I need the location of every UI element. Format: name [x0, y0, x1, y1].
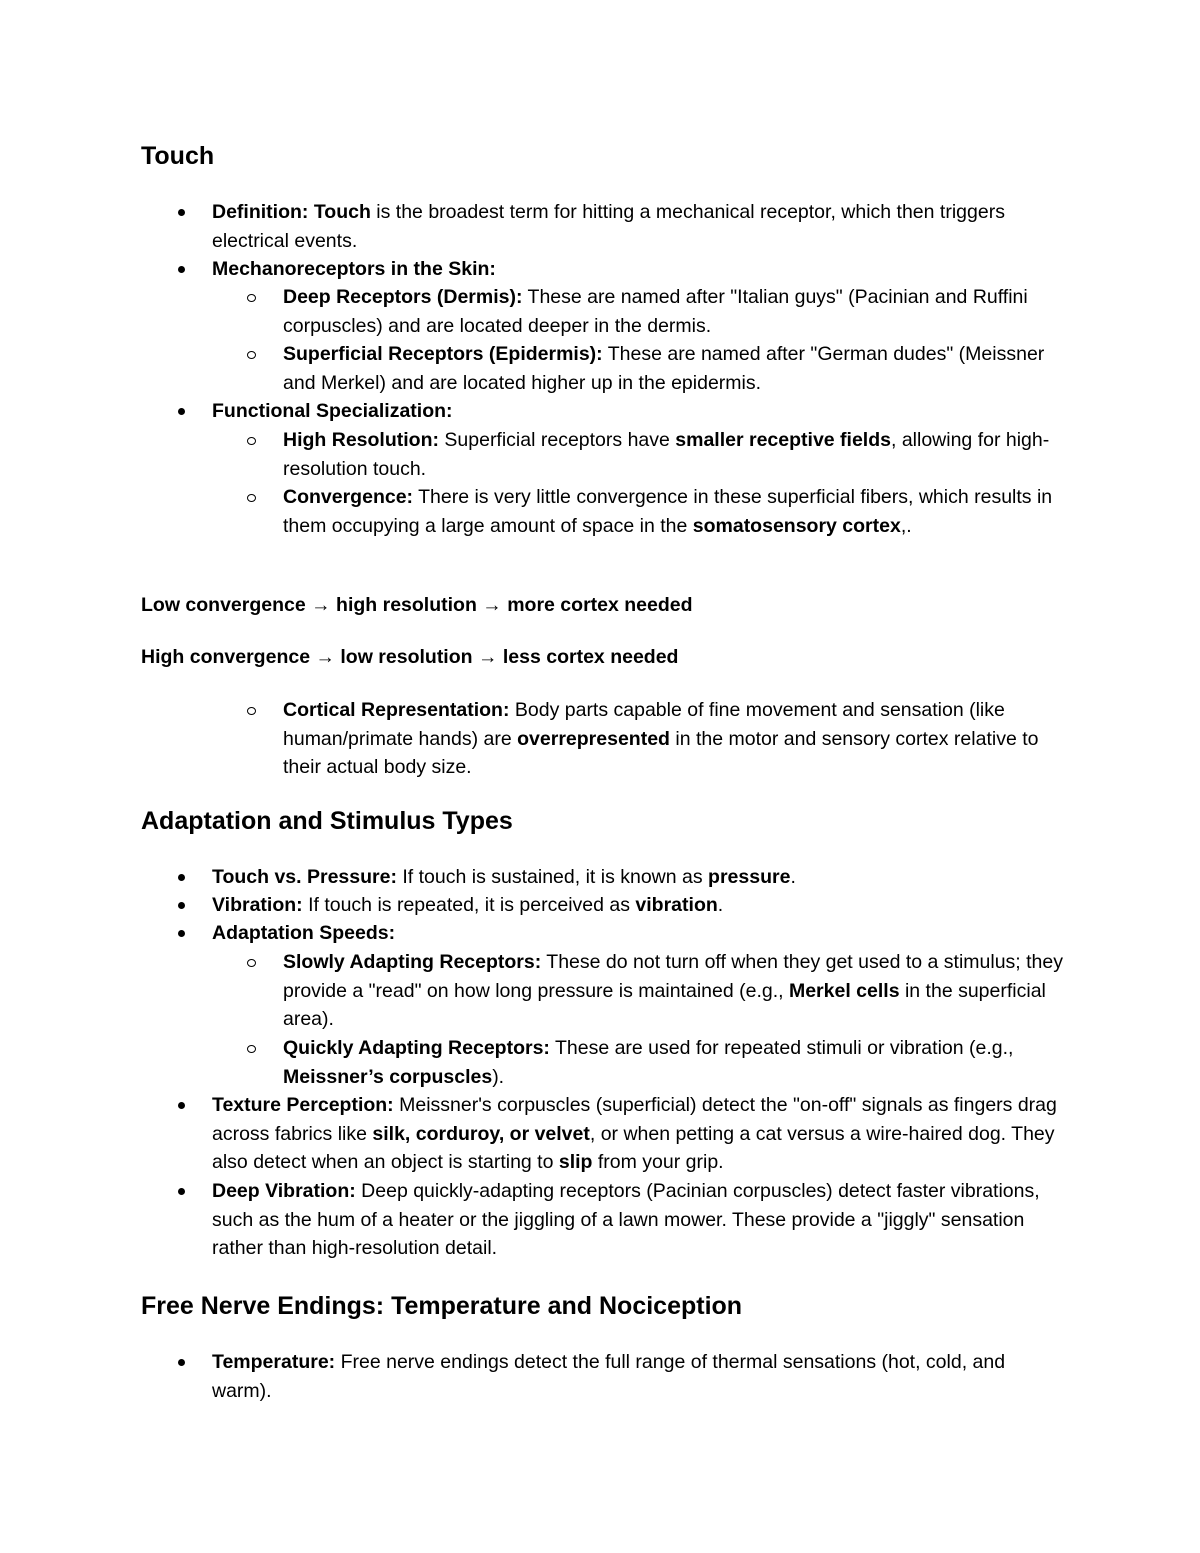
list-item-quickly-adapting: Quickly Adapting Receptors: These are used for repeated stimuli or vibration (e.g., Meissner’s corpuscles). — [283, 1034, 1063, 1091]
bullet-icon — [178, 1359, 185, 1366]
bullet-icon — [178, 930, 185, 937]
touch-heading: Touch — [141, 142, 215, 170]
list-item-deep-receptors: Deep Receptors (Dermis): These are named after "Italian guys" (Pacinian and Ruffini corpuscles) and are located deeper in the dermis. — [283, 283, 1063, 340]
bullet-icon — [178, 902, 185, 909]
bullet-icon — [178, 266, 185, 273]
hollow-bullet-icon — [247, 707, 256, 715]
bullet-icon — [178, 209, 185, 216]
list-item-temperature: Temperature: Free nerve endings detect the full range of thermal sensations (hot, cold, and warm). — [212, 1348, 1062, 1405]
list-item-touch-pressure: Touch vs. Pressure: If touch is sustained, it is known as pressure. — [212, 863, 1062, 892]
list-item-deep-vibration: Deep Vibration: Deep quickly-adapting receptors (Pacinian corpuscles) detect faster vibrations, such as the hum of a heater or the jiggling of a lawn mower. These provide a "jiggly" sensation rather than high-resolution detail. — [212, 1177, 1062, 1263]
list-item-adaptation-speeds: Adaptation Speeds: — [212, 919, 1062, 948]
list-item-superficial-receptors: Superficial Receptors (Epidermis): These are named after "German dudes" (Meissner and Merkel) and are located higher up in the epidermis. — [283, 340, 1063, 397]
low-convergence-line: Low convergence → high resolution → more cortex needed — [141, 594, 693, 616]
list-item-functional: Functional Specialization: — [212, 397, 1062, 426]
free-nerve-heading: Free Nerve Endings: Temperature and Nociception — [141, 1292, 743, 1320]
list-item-definition: Definition: Touch is the broadest term for hitting a mechanical receptor, which then triggers electrical events. — [212, 198, 1062, 255]
bullet-icon — [178, 874, 185, 881]
high-convergence-line: High convergence → low resolution → less cortex needed — [141, 646, 679, 668]
hollow-bullet-icon — [247, 494, 256, 502]
list-item-convergence: Convergence: There is very little convergence in these superficial fibers, which results in them occupying a large amount of space in the somatosensory cortex,. — [283, 483, 1063, 540]
list-item-high-resolution: High Resolution: Superficial receptors have smaller receptive fields, allowing for high-resolution touch. — [283, 426, 1063, 483]
bullet-icon — [178, 1188, 185, 1195]
list-item-mechanoreceptors: Mechanoreceptors in the Skin: — [212, 255, 1062, 284]
hollow-bullet-icon — [247, 437, 256, 445]
list-item-vibration: Vibration: If touch is repeated, it is perceived as vibration. — [212, 891, 1062, 920]
list-item-cortical-representation: Cortical Representation: Body parts capable of fine movement and sensation (like human/primate hands) are overrepresented in the motor and sensory cortex relative to their actual body size. — [283, 696, 1063, 782]
list-item-slowly-adapting: Slowly Adapting Receptors: These do not turn off when they get used to a stimulus; they provide a "read" on how long pressure is maintained (e.g., Merkel cells in the superficial area). — [283, 948, 1063, 1034]
hollow-bullet-icon — [247, 1045, 256, 1053]
bullet-icon — [178, 1102, 185, 1109]
list-item-texture-perception: Texture Perception: Meissner's corpuscles (superficial) detect the "on-off" signals as fingers drag across fabrics like silk, corduroy, or velvet, or when petting a cat versus a wire-haired dog. They also detect when an object is starting to slip from your grip. — [212, 1091, 1062, 1177]
bullet-icon — [178, 408, 185, 415]
hollow-bullet-icon — [247, 294, 256, 302]
adaptation-heading: Adaptation and Stimulus Types — [141, 807, 513, 835]
hollow-bullet-icon — [247, 351, 256, 359]
hollow-bullet-icon — [247, 959, 256, 967]
